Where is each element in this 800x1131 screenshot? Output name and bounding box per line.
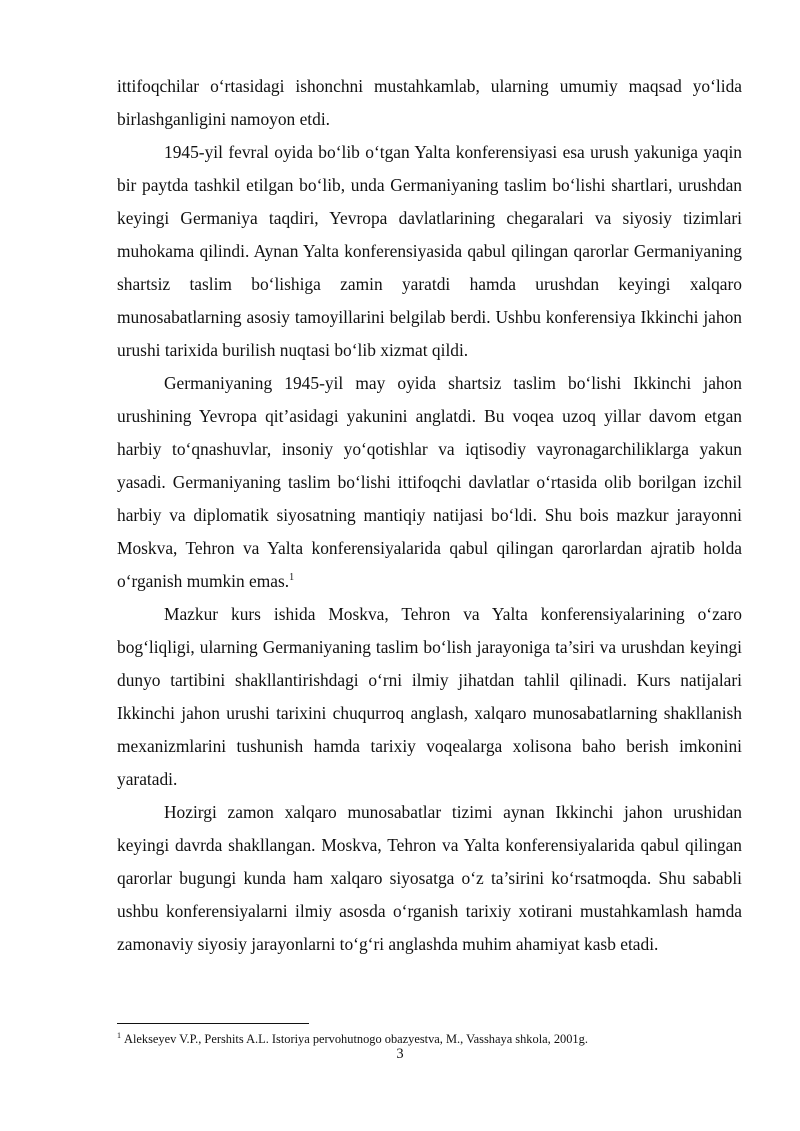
paragraph-1 [117, 70, 742, 136]
paragraph-4 [117, 598, 742, 796]
paragraph-3 [117, 367, 742, 598]
footnote-text: Alekseyev V.P., Pershits A.L. Istoriya pervohutnogo obazyestva, M., Vasshaya shkola, 2001g. [124, 1032, 588, 1046]
footnote-number: 1 [117, 1030, 121, 1040]
paragraph-1-text: ittifoqchilar o‘rtasidagi ishonchni mustahkamlab, ularning umumiy maqsad yo‘lida birlashganligini namoyon etdi. [117, 76, 742, 129]
paragraph-5 [117, 796, 742, 961]
paragraph-2 [117, 136, 742, 367]
footnote [117, 1031, 742, 1047]
paragraph-3-text: Germaniyaning 1945-yil may oyida shartsiz taslim bo‘lishi Ikkinchi jahon urushining Yevropa qit’asidagi yakunini anglatdi. Bu voqea uzoq yillar davom etgan harbiy to‘qnashuvlar, insoniy yo‘qotishlar va iqtisodiy vayronagarchiliklarga yakun yasadi. Germaniyaning taslim bo‘lishi ittifoqchi davlatlar o‘rtasida olib borilgan izchil harbiy va diplomatik siyosatning mantiqiy natijasi bo‘ldi. Shu bois mazkur jarayonni Moskva, Tehron va Yalta konferensiyalarida qabul qilingan qarorlardan ajratib holda o‘rganish mumkin emas. [117, 373, 742, 591]
paragraph-2-text: 1945-yil fevral oyida bo‘lib o‘tgan Yalta konferensiyasi esa urush yakuniga yaqin bir paytda tashkil etilgan bo‘lib, unda Germaniyaning taslim bo‘lishi shartlari, urushdan keyingi Germaniya taqdiri, Yevropa davlatlarining chegaralari va siyosiy tizimlari muhokama qilindi. Aynan Yalta konferensiyasida qabul qilingan qarorlar Germaniyaning shartsiz taslim bo‘lishiga zamin yaratdi hamda urushdan keyingi xalqaro munosabatlarning asosiy tamoyillarini belgilab berdi. Ushbu konferensiya Ikkinchi jahon urushi tarixida burilish nuqtasi bo‘lib xizmat qildi. [117, 142, 742, 360]
body-text [117, 70, 742, 961]
page-number: 3 [396, 1046, 404, 1062]
footnote-reference[interactable]: 1 [289, 572, 295, 584]
paragraph-5-text: Hozirgi zamon xalqaro munosabatlar tizimi aynan Ikkinchi jahon urushidan keyingi davrda shakllangan. Moskva, Tehron va Yalta konferensiyalarida qabul qilingan qarorlar bugungi kunda ham xalqaro siyosatga o‘z ta’sirini ko‘rsatmoqda. Shu sababli ushbu konferensiyalarni ilmiy asosda o‘rganish tarixiy xotirani mustahkamlash hamda zamonaviy siyosiy jarayonlarni to‘g‘ri anglashda muhim ahamiyat kasb etadi. [117, 802, 742, 954]
footnote-divider [117, 1023, 309, 1024]
paragraph-4-text: Mazkur kurs ishida Moskva, Tehron va Yalta konferensiyalarining o‘zaro bog‘liqligi, ularning Germaniyaning taslim bo‘lish jarayoniga ta’siri va urushdan keyingi dunyo tartibini shakllantirishdagi o‘rni ilmiy jihatdan tahlil qilinadi. Kurs natijalari Ikkinchi jahon urushi tarixini chuqurroq anglash, xalqaro munosabatlarning shakllanish mexanizmlarini tushunish hamda tarixiy voqealarga xolisona baho berish imkonini yaratadi. [117, 604, 742, 789]
